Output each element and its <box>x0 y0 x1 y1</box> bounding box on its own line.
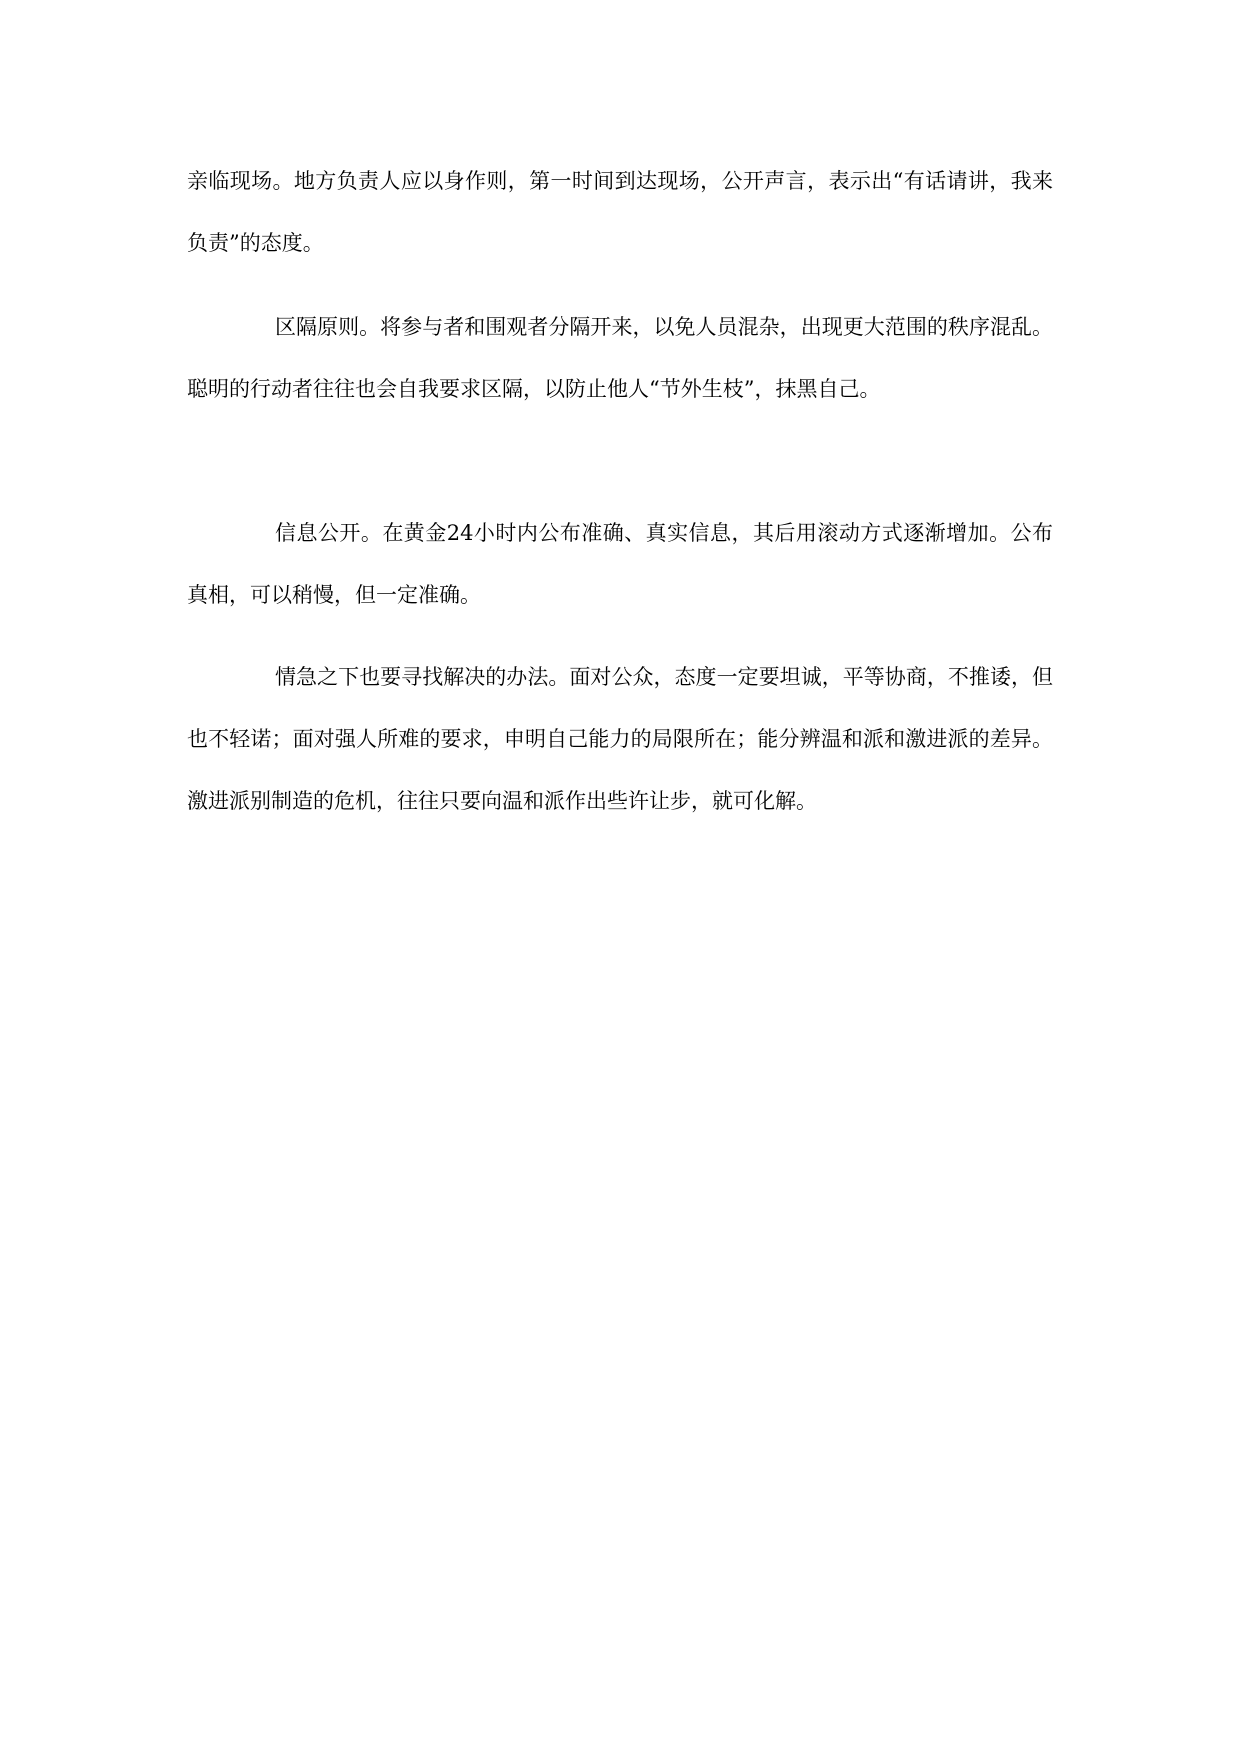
paragraph-on-site-presence: 亲临现场。地方负责人应以身作则，第一时间到达现场，公开声言，表示出“有话请讲，我来负责”的态度。 <box>187 169 1053 255</box>
paragraph-information-disclosure: 信息公开。在黄金24小时内公布准确、真实信息，其后用滚动方式逐渐增加。公布真相，可以稍慢，但一定准确。 <box>187 521 1053 607</box>
paragraph-separation-principle: 区隔原则。将参与者和围观者分隔开来，以免人员混杂，出现更大范围的秩序混乱。聪明的行动者往往也会自我要求区隔，以防止他人“节外生枝”，抹黑自己。 <box>187 315 1053 401</box>
paragraph-finding-solutions: 情急之下也要寻找解决的办法。面对公众，态度一定要坦诚，平等协商，不推诿，但也不轻诺；面对强人所难的要求，申明自己能力的局限所在；能分辨温和派和激进派的差异。激进派别制造的危机，往往只要向温和派作出些许让步，就可化解。 <box>187 665 1053 813</box>
